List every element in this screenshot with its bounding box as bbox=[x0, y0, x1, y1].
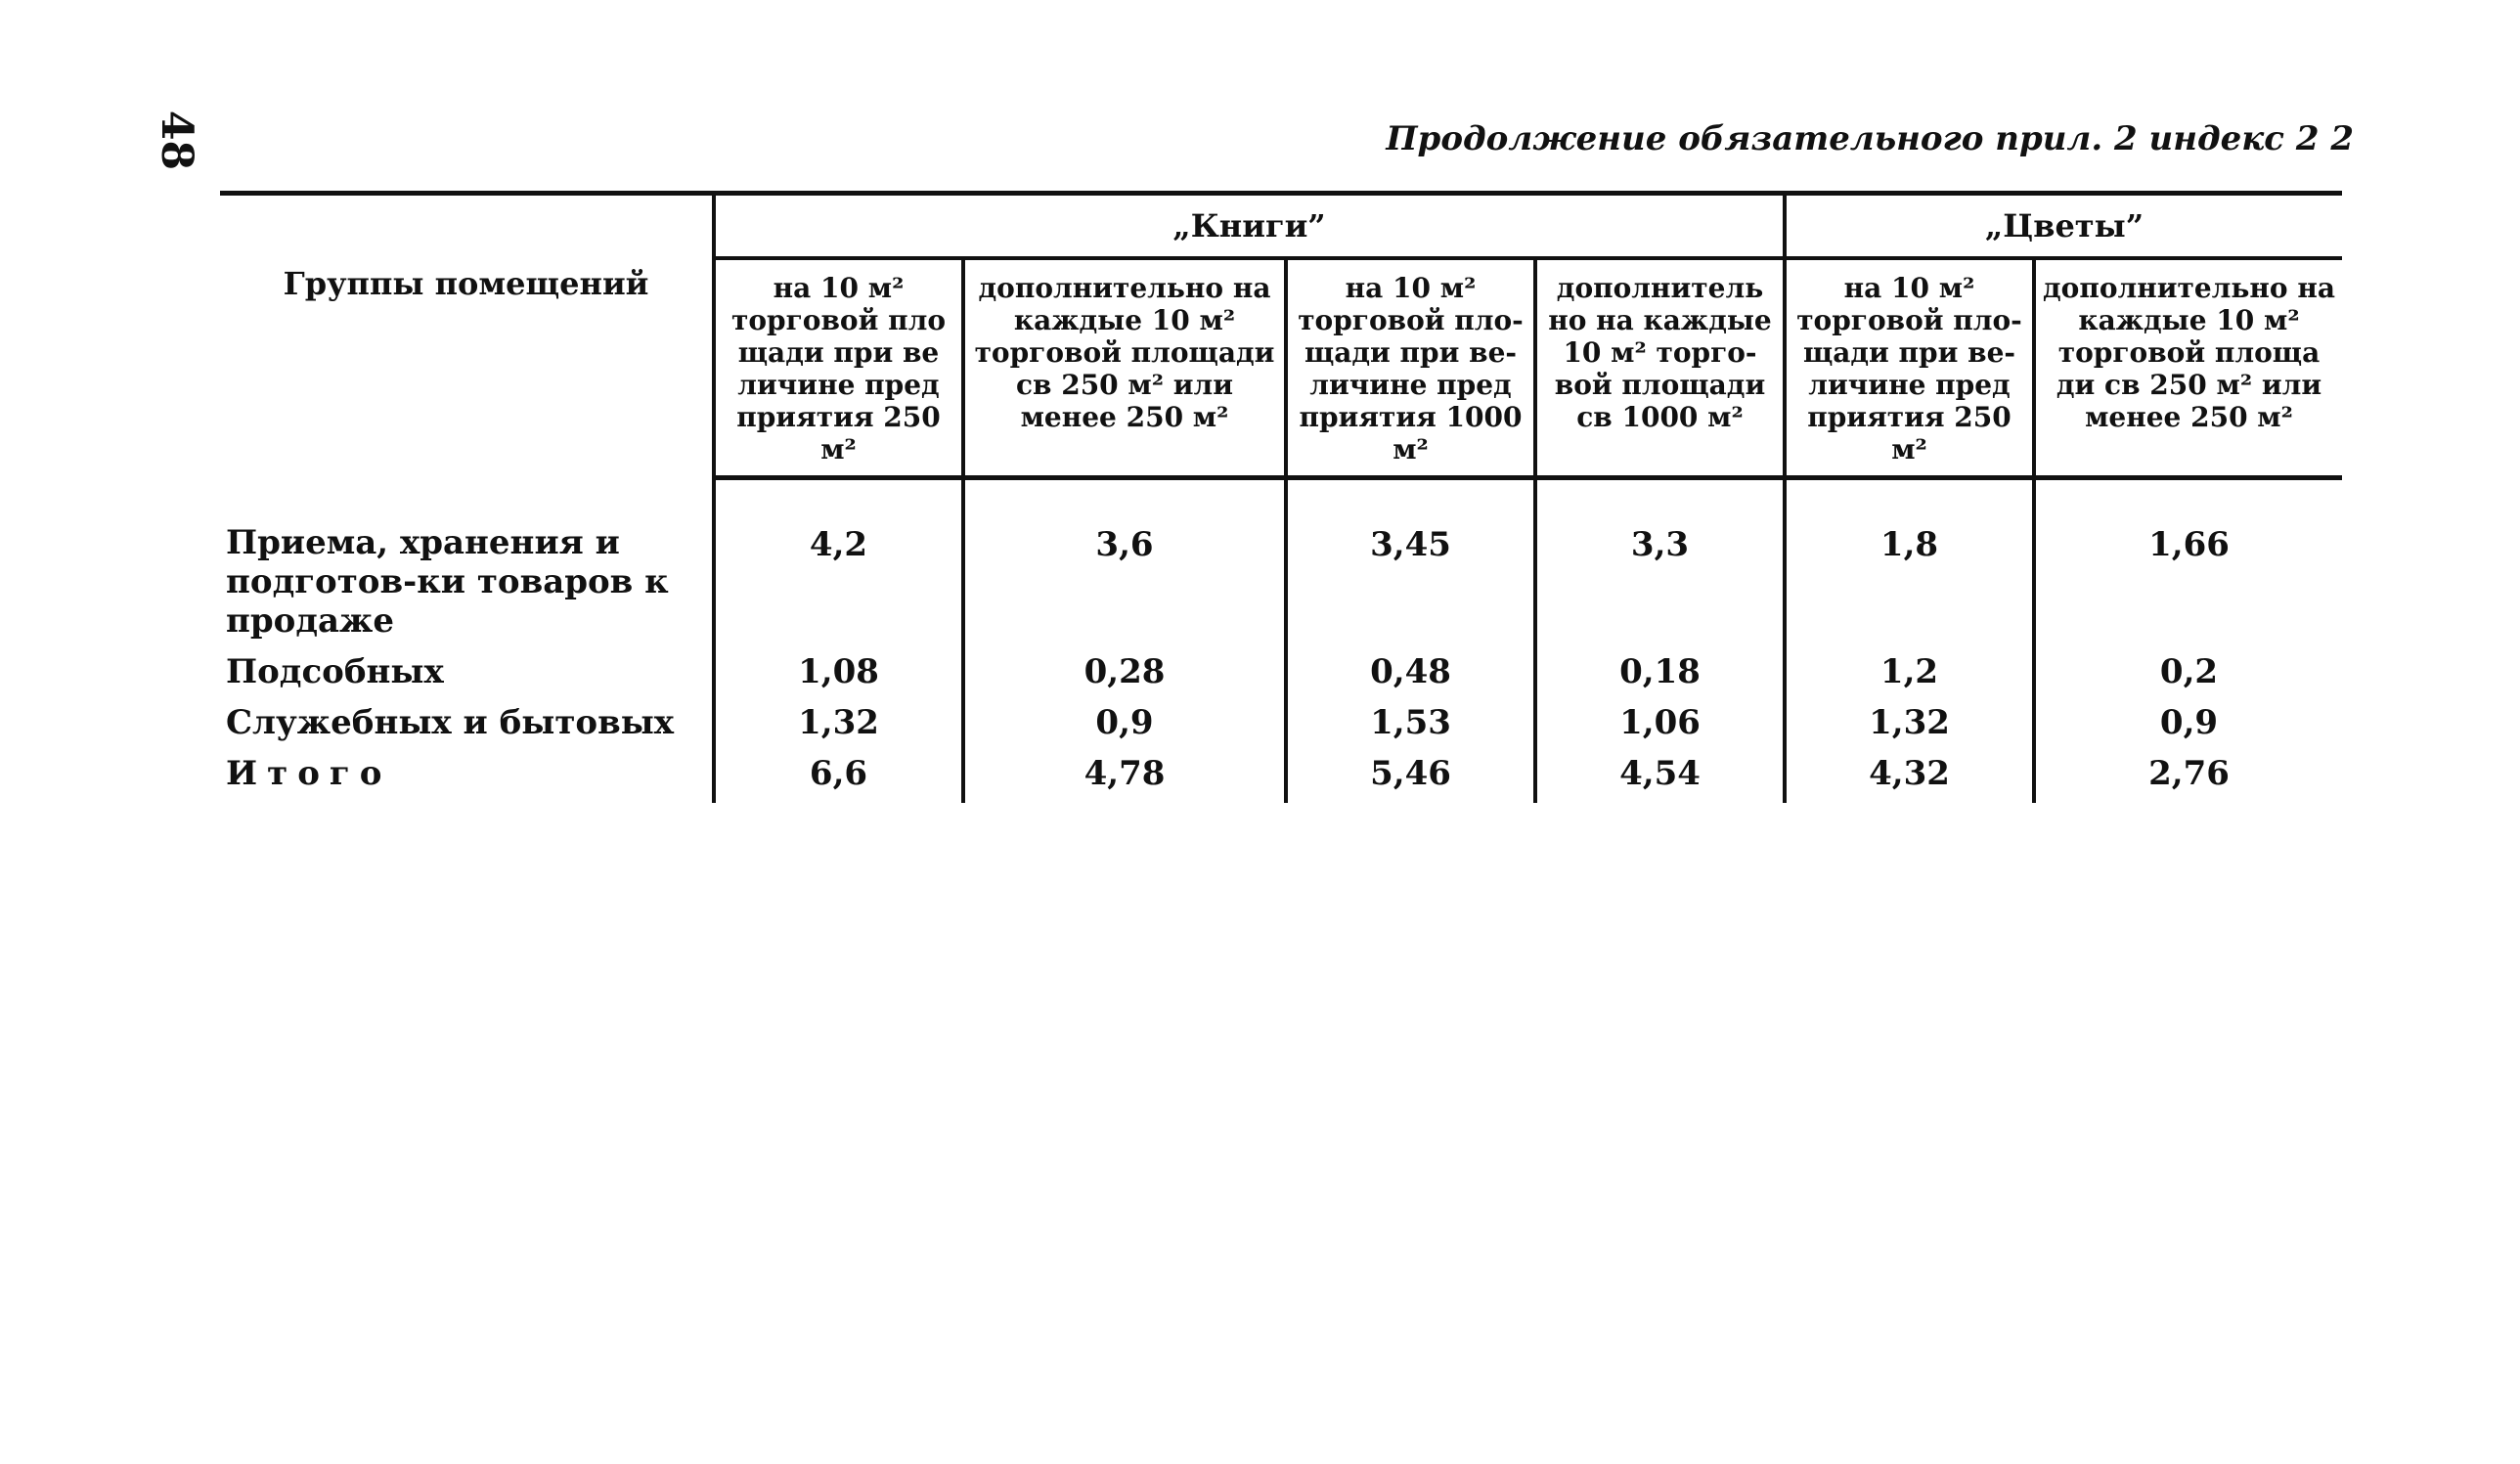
table-row bbox=[220, 478, 2342, 646]
table-cell: 1,08 bbox=[714, 646, 963, 697]
row-label-total: Итого bbox=[226, 753, 392, 793]
table-cell: 0,9 bbox=[963, 697, 1286, 748]
table-cell: 2,76 bbox=[2034, 748, 2342, 803]
table-cell: 1,66 bbox=[2034, 478, 2342, 646]
table-cell: 3,3 bbox=[1535, 478, 1785, 646]
table-cell: 1,8 bbox=[1785, 478, 2034, 646]
table-row bbox=[220, 646, 2342, 697]
table-cell: 3,6 bbox=[963, 478, 1286, 646]
column-header: дополнитель но на каждые 10 м² торго- вой площади св 1000 м² bbox=[1535, 258, 1785, 478]
column-header: дополнительно на каждые 10 м² торговой площа ди св 250 м² или менее 250 м² bbox=[2034, 258, 2342, 478]
table-cell: 1,32 bbox=[1785, 697, 2034, 748]
row-header: Группы помещений bbox=[220, 194, 714, 478]
table-cell: 0,2 bbox=[2034, 646, 2342, 697]
column-header: на 10 м² торговой пло- щади при ве- личине пред приятия 1000 м² bbox=[1286, 258, 1535, 478]
table-cell: 0,48 bbox=[1286, 646, 1535, 697]
column-header: дополнительно на каждые 10 м² торговой площади св 250 м² или менее 250 м² bbox=[963, 258, 1286, 478]
column-header: на 10 м² торговой пло щади при ве личине пред приятия 250 м² bbox=[714, 258, 963, 478]
group-header-books: „Книги” bbox=[714, 194, 1785, 259]
group-header-flowers: „Цветы” bbox=[1785, 194, 2342, 259]
page-number: 48 bbox=[152, 110, 202, 171]
table-cell: 1,06 bbox=[1535, 697, 1785, 748]
row-label: Подсобных bbox=[226, 651, 444, 691]
table-cell: 1,53 bbox=[1286, 697, 1535, 748]
norms-table bbox=[220, 191, 2342, 803]
table-cell: 6,6 bbox=[714, 748, 963, 803]
table-cell: 0,28 bbox=[963, 646, 1286, 697]
table-cell: 1,32 bbox=[714, 697, 963, 748]
table-cell: 0,9 bbox=[2034, 697, 2342, 748]
table-cell: 0,18 bbox=[1535, 646, 1785, 697]
continuation-title: Продолжение обязательного прил. 2 индекс 2 2 bbox=[1386, 119, 2354, 158]
row-label: Приема, хранения и подготов-ки товаров к продаже bbox=[226, 522, 669, 641]
table-cell: 4,32 bbox=[1785, 748, 2034, 803]
table-cell: 1,2 bbox=[1785, 646, 2034, 697]
table-row bbox=[220, 697, 2342, 748]
table-cell: 4,78 bbox=[963, 748, 1286, 803]
table-cell: 4,54 bbox=[1535, 748, 1785, 803]
table-cell: 3,45 bbox=[1286, 478, 1535, 646]
table-row bbox=[220, 748, 2342, 803]
table-cell: 5,46 bbox=[1286, 748, 1535, 803]
row-label: Служебных и бытовых bbox=[226, 702, 675, 742]
table-cell: 4,2 bbox=[714, 478, 963, 646]
column-header: на 10 м² торговой пло- щади при ве- личине пред приятия 250 м² bbox=[1785, 258, 2034, 478]
